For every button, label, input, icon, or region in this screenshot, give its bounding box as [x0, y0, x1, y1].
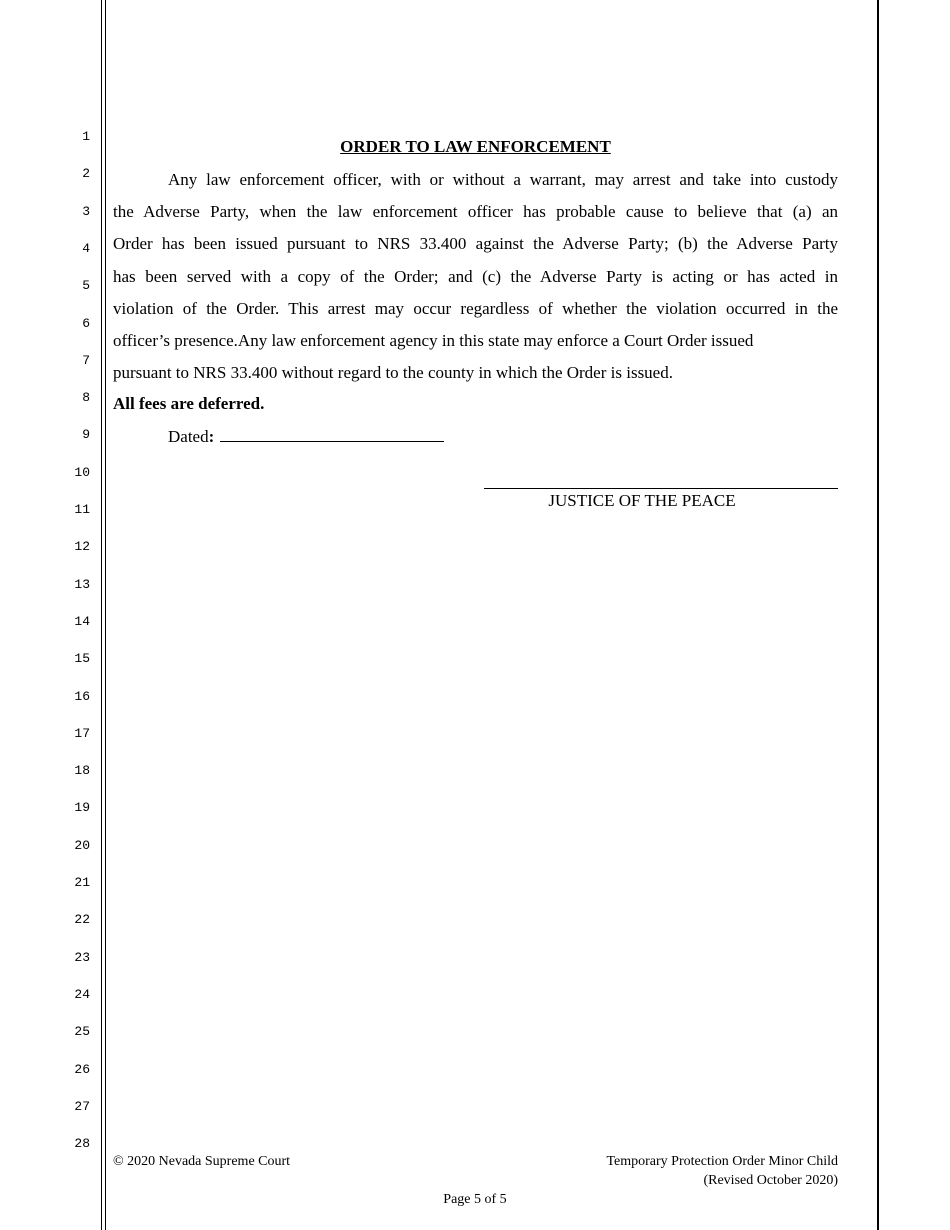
- footer-form-info: [606, 1152, 838, 1190]
- line-number: 23: [74, 949, 90, 965]
- line-number: 12: [74, 539, 90, 555]
- line-number: 24: [74, 986, 90, 1002]
- right-margin-rule: [877, 0, 879, 1230]
- line-number: 4: [82, 240, 90, 256]
- order-body: [113, 164, 838, 389]
- body-line: Order has been issued pursuant to NRS 33.400 against the Adverse Party; (b) the Adverse Party: [113, 234, 838, 254]
- fees-note: All fees are deferred.: [113, 394, 265, 413]
- body-line: the Adverse Party, when the law enforcement officer has probable cause to believe that (a) an: [113, 202, 838, 222]
- line-number: 26: [74, 1061, 90, 1077]
- line-number: 5: [82, 278, 90, 294]
- page-title: ORDER TO LAW ENFORCEMENT: [340, 137, 611, 156]
- line-number: 1: [82, 129, 90, 144]
- body-line: officer’s presence.Any law enforcement agency in this state may enforce a Court Order issued: [113, 330, 754, 350]
- line-number: 11: [74, 502, 90, 517]
- line-number: 13: [74, 576, 90, 592]
- line-number: 20: [74, 837, 90, 853]
- line-number: 16: [74, 688, 90, 704]
- footer-copyright: © 2020 Nevada Supreme Court: [113, 1154, 291, 1169]
- date-blank-line[interactable]: [220, 425, 444, 442]
- line-number: 21: [74, 875, 90, 890]
- line-number: 10: [74, 464, 90, 480]
- line-number: 17: [74, 725, 90, 741]
- line-number: 25: [74, 1024, 90, 1040]
- line-number: 14: [74, 613, 90, 629]
- footer-form-title: Temporary Protection Order Minor Child: [606, 1154, 838, 1169]
- signature-label: JUSTICE OF THE PEACE: [548, 491, 736, 510]
- line-number: 7: [82, 352, 90, 368]
- left-margin-rule: [101, 0, 102, 1230]
- line-number: 2: [82, 166, 90, 182]
- line-number: 22: [74, 912, 90, 928]
- left-margin-rule-inner: [105, 0, 106, 1230]
- line-number: 15: [74, 651, 90, 667]
- line-number: 27: [74, 1098, 90, 1114]
- body-line: has been served with a copy of the Order; and (c) the Adverse Party is acting or has acted in: [113, 266, 838, 286]
- body-line: Any law enforcement officer, with or without a warrant, may arrest and take into custody: [168, 170, 838, 189]
- line-number: 8: [82, 390, 90, 406]
- dated-row: [168, 425, 444, 448]
- line-number: 9: [82, 427, 90, 443]
- line-number: 3: [82, 203, 90, 219]
- page-number: Page 5 of 5: [443, 1192, 507, 1207]
- line-number: 19: [74, 800, 90, 816]
- line-number: 18: [74, 763, 90, 779]
- line-number: 28: [74, 1136, 90, 1152]
- footer-revision: (Revised October 2020): [703, 1173, 838, 1188]
- dated-label: Dated: [168, 427, 209, 446]
- signature-line[interactable]: [484, 488, 838, 489]
- line-number: 6: [82, 315, 90, 331]
- dated-colon: :: [208, 427, 215, 446]
- body-line: violation of the Order. This arrest may occur regardless of whether the violation occurred in the: [113, 298, 838, 318]
- body-line: pursuant to NRS 33.400 without regard to the county in which the Order is issued.: [113, 363, 673, 383]
